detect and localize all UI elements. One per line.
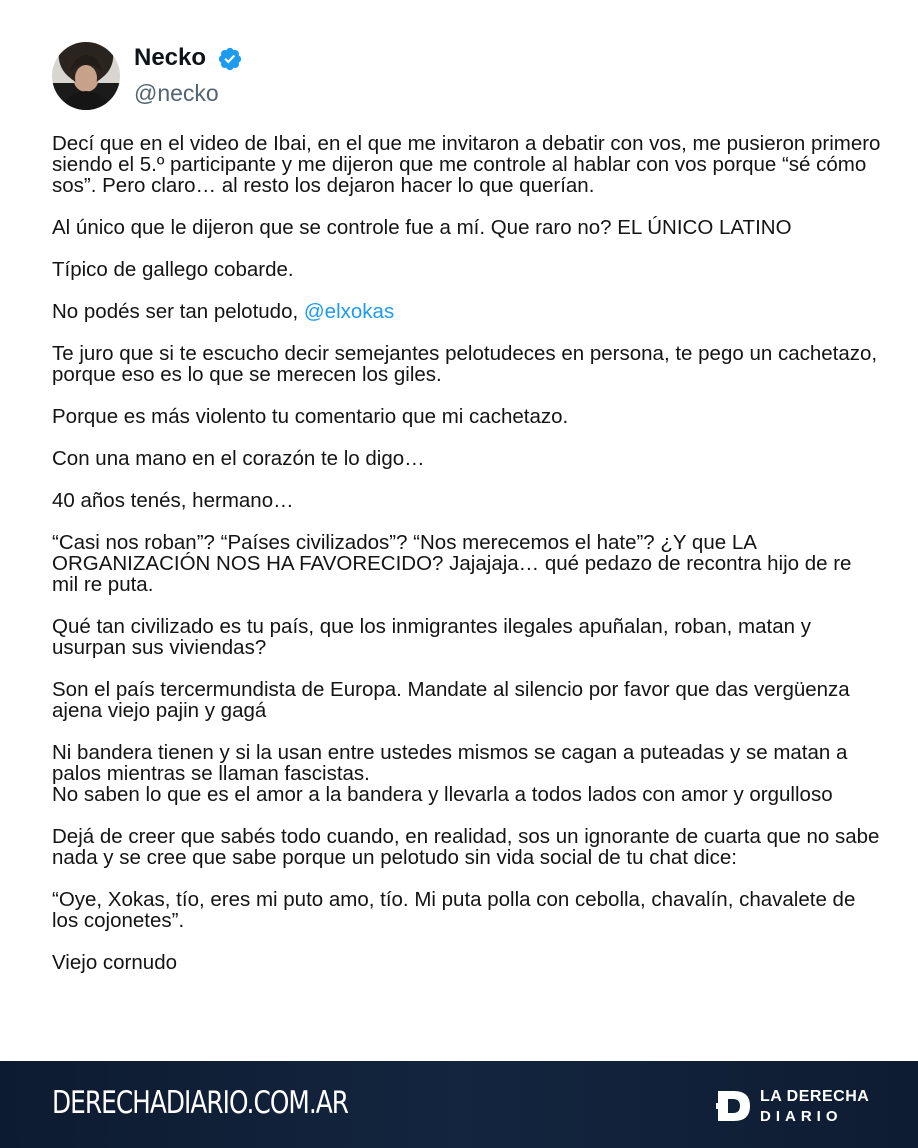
- tweet-paragraph: “Casi nos roban”? “Países civilizados”? “Nos merecemos el hate”? ¿Y que LA ORGANIZACIÓN NOS HA FAVORECIDO? Jajajaja… qué pedazo de recontra hijo de re mil re puta.: [52, 531, 852, 596]
- tweet-text: No podés ser tan pelotudo,: [52, 300, 304, 323]
- tweet-line: No saben lo que es el amor a la bandera y llevarla a todos lados con amor y orgulloso: [52, 783, 833, 806]
- tweet-paragraph: Qué tan civilizado es tu país, que los inmigrantes ilegales apuñalan, roban, matan y usurpan sus viviendas?: [52, 615, 811, 659]
- tweet-body: [52, 133, 882, 994]
- logo-text-bottom: DIARIO: [760, 1108, 843, 1125]
- avatar[interactable]: [52, 42, 120, 110]
- tweet-paragraph: [52, 742, 882, 805]
- tweet-paragraph: Dejá de creer que sabés todo cuando, en realidad, sos un ignorante de cuarta que no sabe nada y se cree que sabe porque un pelotudo sin vida social de tu chat dice:: [52, 825, 880, 869]
- tweet-paragraph: Te juro que si te escucho decir semejantes pelotudeces en persona, te pego un cachetazo, porque eso es lo que se merecen los giles.: [52, 342, 878, 386]
- user-handle[interactable]: @necko: [134, 80, 219, 106]
- mention-link[interactable]: @elxokas: [303, 300, 395, 323]
- footer-banner: [0, 1061, 918, 1148]
- tweet-paragraph: Porque es más violento tu comentario que mi cachetazo.: [52, 405, 569, 428]
- tweet-paragraph: Al único que le dijeron que se controle fue a mí. Que raro no? EL ÚNICO LATINO: [52, 216, 792, 239]
- tweet-paragraph: Viejo cornudo: [52, 951, 177, 974]
- tweet-line: Ni bandera tienen y si la usan entre ustedes mismos se cagan a puteadas y se matan a palos mientras se llaman fascistas.: [52, 741, 848, 785]
- site-url[interactable]: DERECHADIARIO.COM.AR: [52, 1085, 349, 1121]
- logo-text-top: LA DERECHA: [760, 1088, 870, 1105]
- tweet-paragraph: “Oye, Xokas, tío, eres mi puto amo, tío. Mi puta polla con cebolla, chavalín, chavalete de los cojonetes”.: [52, 888, 856, 932]
- tweet-paragraph: Son el país tercermundista de Europa. Mandate al silencio por favor que das vergüenza ajena viejo pajin y gagá: [52, 678, 850, 722]
- tweet-paragraph: 40 años tenés, hermano…: [52, 489, 294, 512]
- tweet-paragraph: Decí que en el video de Ibai, en el que me invitaron a debatir con vos, me pusieron primero siendo el 5.º participante y me dijeron que me controle al hablar con vos porque “sé cómo sos”. Pero claro… al resto los dejaron hacer lo que querían.: [52, 132, 881, 197]
- display-name[interactable]: Necko: [134, 44, 207, 71]
- tweet-paragraph: [52, 301, 882, 322]
- tweet-paragraph: Con una mano en el corazón te lo digo…: [52, 447, 425, 470]
- derecha-logo-icon: [716, 1089, 752, 1123]
- verified-badge-icon: [217, 46, 243, 72]
- tweet-paragraph: Típico de gallego cobarde.: [52, 258, 294, 281]
